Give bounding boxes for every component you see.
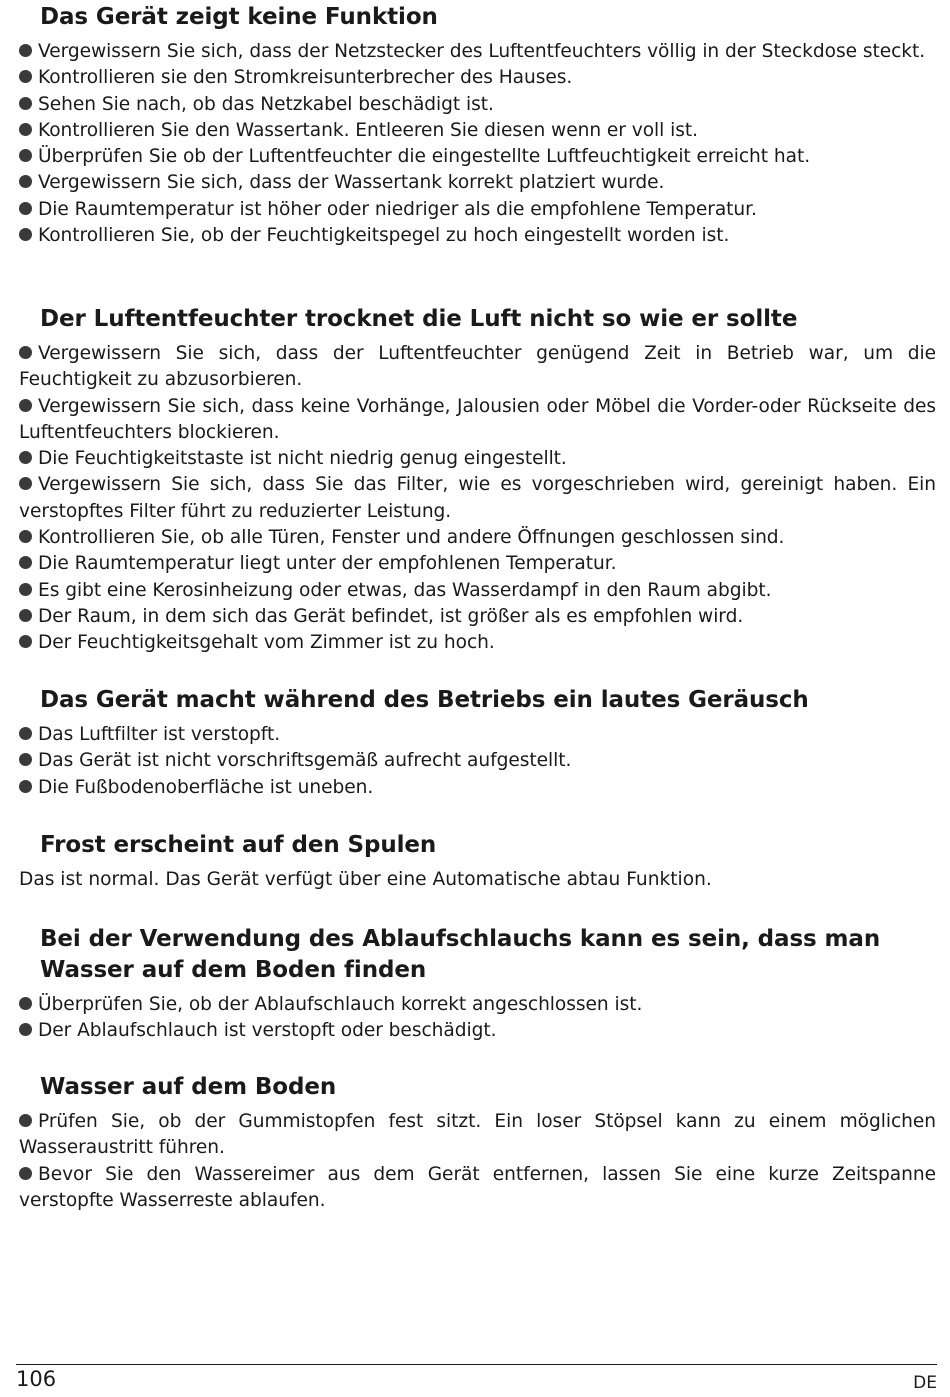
bullet-list (19, 722, 936, 801)
list-item: Es gibt eine Kerosinheizung oder etwas, das Wasserdampf in den Raum abgibt. (19, 578, 936, 604)
bullet-icon (19, 175, 32, 188)
section-title-line-1: Bei der Verwendung des Ablaufschlauchs kann es sein, dass man (40, 926, 881, 952)
list-item: Bevor Sie den Wassereimer aus dem Gerät entfernen, lassen Sie eine kurze Zeitspanne verstopfte Wasserreste ablaufen. (19, 1163, 936, 1211)
list-item: Kontrollieren sie den Stromkreisunterbrecher des Hauses. (19, 65, 936, 91)
bullet-list (19, 992, 936, 1045)
bullet-icon (19, 70, 32, 83)
bullet-icon (19, 346, 32, 359)
section-title: Der Luftentfeuchter trocknet die Luft nicht so wie er sollte (40, 306, 798, 332)
section-text: Das ist normal. Das Gerät verfügt über eine Automatische abtau Funktion. (19, 869, 712, 890)
list-item: Das Luftfilter ist verstopft. (19, 722, 936, 748)
bullet-icon (19, 753, 32, 766)
bullet-icon (19, 44, 32, 57)
bullet-icon (19, 477, 32, 490)
bullet-icon (19, 399, 32, 412)
list-item: Kontrollieren Sie, ob alle Türen, Fenster und andere Öffnungen geschlossen sind. (19, 525, 936, 551)
list-item: Die Fußbodenoberfläche ist uneben. (19, 775, 936, 801)
list-item: Vergewissern Sie sich, dass der Wassertank korrekt platziert wurde. (19, 170, 936, 196)
list-item: Der Ablaufschlauch ist verstopft oder beschädigt. (19, 1018, 936, 1044)
language-code: DE (913, 1373, 937, 1393)
bullet-icon (19, 780, 32, 793)
list-item: Die Raumtemperatur liegt unter der empfohlenen Temperatur. (19, 551, 936, 577)
list-item: Vergewissern Sie sich, dass keine Vorhänge, Jalousien oder Möbel die Vorder-oder Rückseite des Luftentfeuchters blockieren. (19, 395, 936, 443)
section-title: Wasser auf dem Boden (40, 1074, 337, 1100)
bullet-icon (19, 727, 32, 740)
section-title-line-2: Wasser auf dem Boden finden (40, 957, 427, 983)
section-title: Das Gerät macht während des Betriebs ein lautes Geräusch (40, 687, 809, 713)
bullet-icon (19, 997, 32, 1010)
list-item: Prüfen Sie, ob der Gummistopfen fest sitzt. Ein loser Stöpsel kann zu einem möglichen Wasseraustritt führen. (19, 1111, 936, 1159)
bullet-icon (19, 228, 32, 241)
bullet-icon (19, 202, 32, 215)
bullet-icon (19, 1114, 32, 1127)
list-item: Vergewissern Sie sich, dass der Netzstecker des Luftentfeuchters völlig in der Steckdose steckt. (19, 39, 936, 65)
bullet-icon (19, 583, 32, 596)
list-item: Überprüfen Sie ob der Luftentfeuchter die eingestellte Luftfeuchtigkeit erreicht hat. (19, 144, 936, 170)
bullet-icon (19, 451, 32, 464)
bullet-icon (19, 97, 32, 110)
bullet-icon (19, 1023, 32, 1036)
section-no-function (19, 2, 936, 249)
section-drain-hose (19, 924, 936, 1045)
page-footer (16, 1364, 937, 1393)
bullet-icon (19, 149, 32, 162)
section-loud-noise (19, 685, 936, 801)
list-item: Kontrollieren Sie den Wassertank. Entleeren Sie diesen wenn er voll ist. (19, 118, 936, 144)
list-item: Vergewissern Sie sich, dass der Luftentfeuchter genügend Zeit in Betrieb war, um die Feuchtigkeit zu abzusorbieren. (19, 343, 936, 391)
list-item: Die Feuchtigkeitstaste ist nicht niedrig genug eingestellt. (19, 446, 936, 472)
list-item: Die Raumtemperatur ist höher oder niedriger als die empfohlene Temperatur. (19, 197, 936, 223)
list-item: Überprüfen Sie, ob der Ablaufschlauch korrekt angeschlossen ist. (19, 992, 936, 1018)
list-item: Das Gerät ist nicht vorschriftsgemäß aufrecht aufgestellt. (19, 748, 936, 774)
bullet-icon (19, 530, 32, 543)
section-frost (19, 830, 936, 893)
page-number: 106 (16, 1367, 57, 1391)
section-title: Das Gerät zeigt keine Funktion (40, 4, 438, 30)
list-item: Der Feuchtigkeitsgehalt vom Zimmer ist zu hoch. (19, 630, 936, 656)
section-title (19, 924, 936, 986)
list-item: Der Raum, in dem sich das Gerät befindet, ist größer als es empfohlen wird. (19, 604, 936, 630)
bullet-icon (19, 635, 32, 648)
bullet-icon (19, 123, 32, 136)
bullet-list (19, 39, 936, 249)
section-title: Frost erscheint auf den Spulen (40, 832, 437, 858)
list-item: Kontrollieren Sie, ob der Feuchtigkeitspegel zu hoch eingestellt worden ist. (19, 223, 936, 249)
bullet-icon (19, 1167, 32, 1180)
section-not-drying (19, 304, 936, 657)
list-item: Vergewissern Sie sich, dass Sie das Filter, wie es vorgeschrieben wird, gereinigt haben. Ein verstopftes Filter führt zu reduzierter Leistung. (19, 474, 936, 522)
section-water-floor (19, 1072, 936, 1214)
bullet-icon (19, 609, 32, 622)
bullet-list (19, 341, 936, 657)
bullet-list (19, 1109, 936, 1214)
list-item: Sehen Sie nach, ob das Netzkabel beschädigt ist. (19, 92, 936, 118)
bullet-icon (19, 556, 32, 569)
